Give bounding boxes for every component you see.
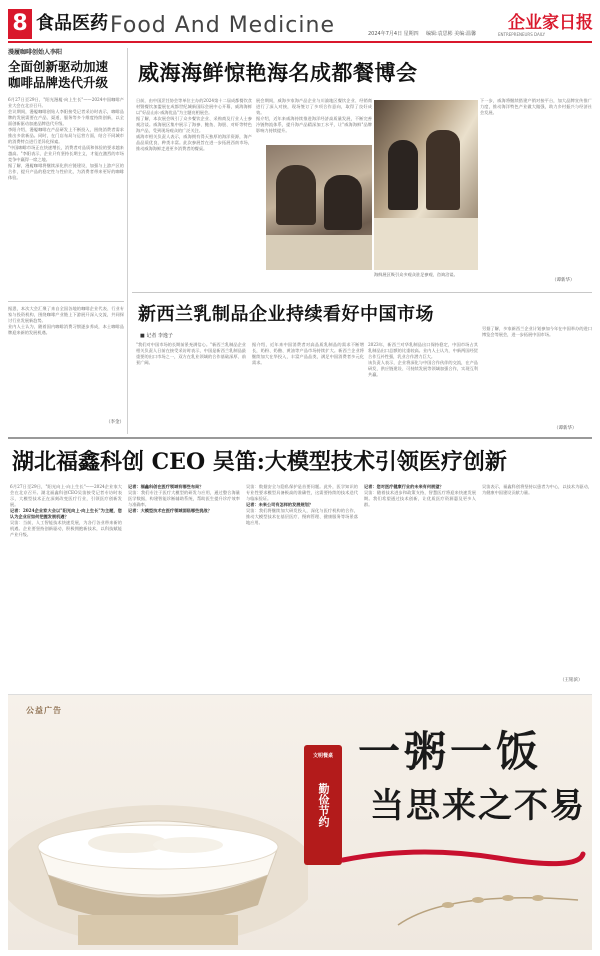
story3-col1 — [10, 484, 122, 684]
left-paragraph: 6月27日至29日，"阳光漫履·向上生长"——2024中国咖啡产业大会在北京召开。 — [8, 97, 124, 108]
story3-paragraph: 吴笛表示，福鑫科创将坚持以患者为中心，以技术为驱动，为健康中国建设贡献力量。 — [482, 484, 592, 495]
story1-paragraph: 威海市相关负责人表示，威海拥有得天独厚的海洋资源，海产品品质优良、种类丰富。此次参展旨在进一步拓展西南市场，推动威海海鲜走进更多消费者的餐桌。 — [136, 134, 252, 151]
section-title-en: Food And Medicine — [110, 13, 335, 38]
story1-photo-caption: 海鲜展区吸引众多观众驻足参观、咨询洽谈。 — [374, 272, 458, 277]
story1-divider — [132, 292, 592, 293]
story2-headline: 新西兰乳制品企业持续看好中国市场 — [138, 304, 434, 325]
story1-photo-right — [374, 100, 478, 270]
psa-seal — [304, 745, 342, 865]
story3-headline: 湖北福鑫科创 CEO 吴笛:大模型技术引领医疗创新 — [12, 449, 507, 475]
left-headline: 全面创新驱动加速咖啡品牌迭代升级 — [8, 59, 109, 90]
story3-col2 — [128, 484, 240, 684]
header-date: 2024年7月4日 星期四 — [368, 31, 419, 37]
story2-col3 — [368, 342, 478, 434]
left-paragraph: "中国咖啡市场正在快速增长，消费者对品质和体验的要求越来越高。"李阳表示，企业只有坚持长期主义，才能在激烈的市场竞争中赢得一席之地。 — [8, 145, 124, 162]
story2-signoff: （谭新华） — [554, 426, 577, 431]
page-number-badge: 8 — [8, 9, 32, 39]
main-divider — [8, 437, 592, 439]
story3-paragraph: 吴笛：当前，人工智能技术快速发展，为各行各业带来新的机遇。企业要坚持创新驱动，积极拥抱新技术，以科技赋能产业升级。 — [10, 520, 122, 537]
psa-calligraphy-line1: 一粥一饭 — [358, 727, 543, 776]
story3-paragraph: 记者：未来公司有怎样的发展规划？ — [246, 502, 314, 507]
story1-body-left — [136, 98, 252, 246]
header-rule — [8, 41, 592, 43]
story2-paragraph: "我们对中国市场的长期前景充满信心。"新西兰乳制品企业相关负责人日前在接受采访时表示，中国是新西兰乳制品最重要的出口市场之一，双方在乳业领域的合作基础深厚、前景广阔。 — [136, 342, 246, 365]
left-paragraph: 据了解，漫履咖啡将继续深化供应链建设，加强与上游产区的合作，提升产品的稳定性与性价比，为消费者带来更好的咖啡体验。 — [8, 163, 124, 180]
story2-paragraph: 2023年，新西兰对华乳制品出口保持稳定，中国市场占其乳制品出口总额的比重较高。业内人士认为，中新两国经贸合作互补性强，乳业合作潜力巨大。 — [368, 342, 478, 359]
story3-paragraph: 6月27日至29日，"阳光向上·向上生长"——2024企业家大会在北京召开。湖北福鑫科创CEO吴笛接受记者专访时表示，大模型技术正在深刻改变医疗行业，引领医疗创新发展。 — [10, 484, 122, 507]
story3-paragraph: 记者：大模型技术在医疗领域面临哪些挑战？ — [128, 508, 212, 513]
header-editors: 编辑:袁思彬 美编:温馨 — [426, 31, 476, 37]
psa-tag: 公益广告 — [26, 706, 62, 715]
psa-seal-slogan: 勤俭节约 — [317, 783, 330, 827]
left-signoff: （李金） — [106, 420, 124, 425]
story3-paragraph: 吴笛：数据安全与隐私保护是首要问题。此外，医学知识的专业性要求模型具备极高的准确性，这需要持续的技术迭代与临床验证。 — [246, 484, 358, 501]
psa-seal-tag: 文明餐桌 — [312, 753, 333, 759]
story2-paragraph: 该负责人表示，企业将深化与中国合作伙伴的交流，在产品研发、供应链建设、可持续发展等领域加强合作，实现互利共赢。 — [368, 360, 478, 377]
story1-paragraph: 日前，由中国烹饪协会等单位主办的2024第十二届成都餐饮食材暨餐饮加盟展在成都世纪城新国际会展中心开幕，威海海鲜以"好品山东·威海优品"为主题亮相展会。 — [136, 98, 252, 115]
story1-paragraph: 据了解，本次展会吸引了众多餐饮企业、采购商及行业人士参观洽谈。威海展区集中展示了海参、鲍鱼、海胆、对虾等特色海产品，受到现场观众的广泛关注。 — [136, 116, 252, 133]
psa-banner — [8, 694, 592, 950]
story2-paragraph: 据介绍，近年来中国消费者对高品质乳制品的需求不断增长，奶粉、奶酪、黄油等产品市场持续扩大。新西兰企业将继续加大在华投入，丰富产品品类，满足中国消费者多元化需求。 — [252, 342, 364, 365]
paper-logo-en: ENTREPRENEURS DAILY — [498, 32, 546, 37]
left-kicker: 漫履咖啡创始人李阳 — [8, 49, 63, 56]
left-paragraph: 李阳介绍，漫履咖啡在产品研发上不断投入，围绕消费者需求推出多款新品。同时，在门店布局与运营方面，结合不同城市的消费特点进行差异化探索。 — [8, 127, 124, 144]
left-column — [8, 48, 124, 434]
story1-signoff: （谭新华） — [552, 278, 575, 283]
rice-bowl-illustration — [8, 755, 308, 951]
story2-paragraph: 另据了解，多家新西兰企业计划参加今年在中国举办的进口博览会等展会，进一步拓展中国市场。 — [482, 326, 592, 337]
story3-paragraph: 吴笛：我们专注于医疗大模型的研发与应用，通过整合海量医学数据，构建智能诊断辅助系统，帮助医生提升诊疗效率与准确率。 — [128, 490, 240, 507]
story3-col5 — [482, 484, 592, 676]
story1-paragraph: 展会期间，威海多家海产品企业与川渝地区餐饮企业、经销商进行了深入对接，现场签订了多项合作意向，取得了良好成效。 — [256, 98, 372, 115]
left-paragraph: 会议期间，漫履咖啡创始人李阳接受记者采访时表示，咖啡品牌的发展需要在产品、渠道、服务等多个维度持续创新，以全面创新驱动加速品牌迭代升级。 — [8, 109, 124, 126]
paper-logo: 企业家日报 — [508, 13, 593, 33]
story2-col2 — [252, 342, 364, 434]
story3-paragraph: 吴笛：随着技术进步和政策支持，智慧医疗将迎来快速发展期。我们希望通过技术创新，让优质医疗资源惠及更多人群。 — [364, 490, 476, 507]
story3-paragraph: 吴笛：我们将继续加大研发投入，深化与医疗机构的合作，推动大模型技术在基层医疗、慢病管理、健康服务等场景落地应用。 — [246, 508, 358, 525]
story1-body-right — [480, 98, 592, 278]
story1-headline: 威海海鲜惊艳海名成都餐博会 — [138, 60, 418, 85]
story3-signoff: （王铭滨） — [560, 678, 583, 683]
story3-paragraph: 记者：福鑫科创在医疗领域有哪些布局？ — [128, 484, 204, 489]
story3-col3 — [246, 484, 358, 684]
story3-paragraph: 记者：您对医疗健康行业的未来有何展望？ — [364, 484, 444, 489]
left-brief: 据悉，本次大会汇聚了来自全国各地的咖啡企业代表、行业专家与投资机构，围绕咖啡产业链上下游展开深入交流，共同探讨行业发展新趋势。 — [8, 306, 124, 323]
story2-col1 — [136, 342, 246, 434]
story3-col4 — [364, 484, 476, 684]
psa-grain-decoration — [388, 870, 588, 930]
story1-paragraph: 据介绍，近年来威海持续推进海洋经济高质量发展，不断完善冷链物流体系，提升海产品精深加工水平，让"威海海鲜"品牌影响力持续提升。 — [256, 116, 372, 133]
left-divider — [127, 48, 128, 434]
story3-paragraph: 记者：2024企业家大会以"阳光向上·向上生长"为主题，您认为企业应如何把握发展机遇？ — [10, 508, 122, 519]
story2-byline: ■ 记者 李逸子 — [140, 333, 173, 339]
psa-calligraphy-line2: 当思来之不易 — [370, 786, 586, 826]
story1-photo-left — [266, 145, 372, 270]
story2-col4 — [482, 326, 592, 426]
story1-paragraph: 下一步，威海将继续搭建产销对接平台，加大品牌宣传推广力度，推动海洋特色产业做大做强，助力乡村振兴与经济社会发展。 — [480, 98, 592, 115]
left-brief: 业内人士认为，随着国内咖啡消费习惯逐步养成，本土咖啡品牌迎来新的发展机遇。 — [8, 324, 124, 335]
section-title-cn: 食品医药 — [36, 13, 108, 34]
